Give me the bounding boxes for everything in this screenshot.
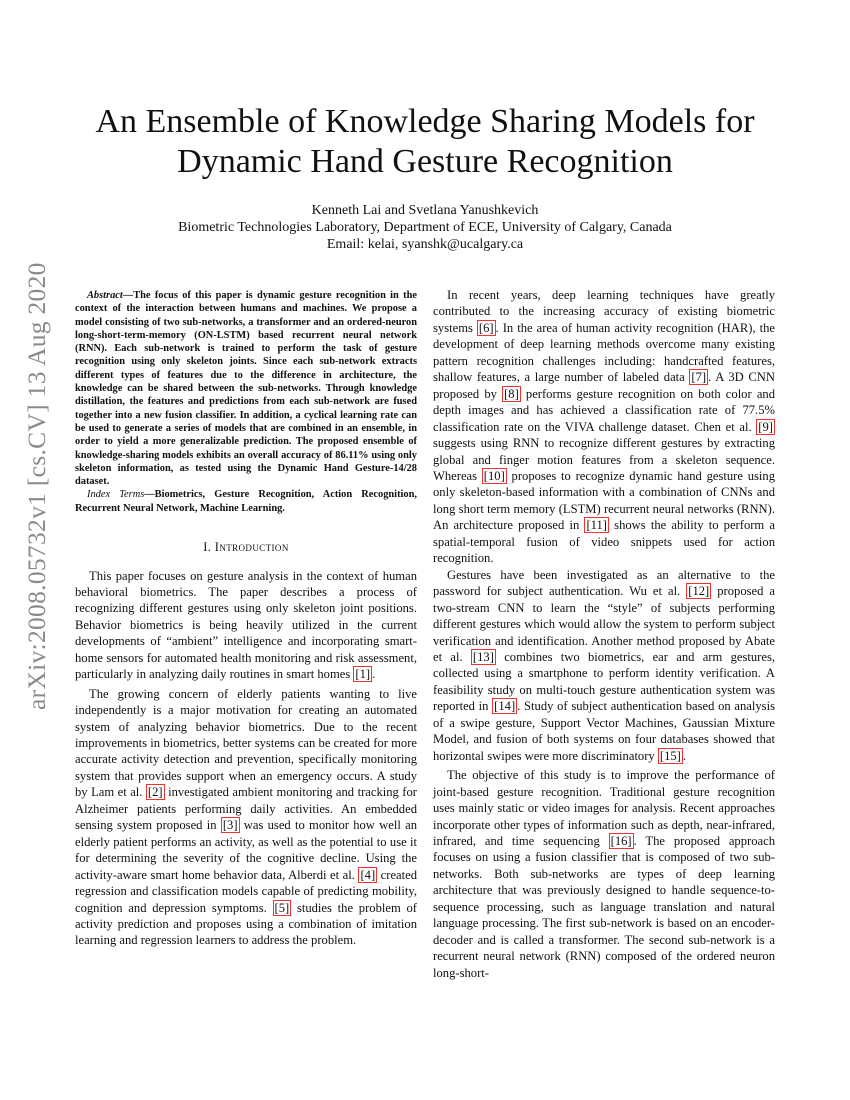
citation-link[interactable]: [10]	[483, 468, 505, 483]
index-terms-text: —Biometrics, Gesture Recognition, Action Recognition, Recurrent Neural Network, Machine Learning.	[75, 489, 417, 514]
citation-number: 8	[508, 386, 515, 401]
text-run: The objective of this study is to improve the performance of joint-based gesture recognition. Traditional gesture recognition uses mainly static or video images for analysis. Recent approaches incorporate other types of information such as depth, near-infrared, infrared, and time sequencing	[433, 768, 775, 848]
text-run: investigated ambient monitoring and tracking for Alzheimer patients performing daily activities. An embedded sensing system proposed in	[75, 785, 417, 833]
citation-number: 16	[614, 833, 628, 848]
email: Email: kelai, syanshk@ucalgary.ca	[326, 237, 524, 252]
citation-number: 1	[359, 667, 366, 682]
citation-number: 7	[695, 370, 702, 385]
left-column	[75, 289, 417, 949]
citation-number: 5	[278, 900, 285, 915]
text-run: This paper focuses on gesture analysis in the context of human behavioral biometrics. The paper describes a process of recognizing different gestures using only skeleton joint positions. Behavior biometrics is being heavily utilized in the current developments of “ambient” intelligence and incorporating smart-home sensors for automated health monitoring and risk assessment, particularly in analyzing daily routines in smart homes	[75, 568, 417, 682]
arxiv-stamp-text: arXiv:2008.05732v1 [cs.CV] 13 Aug 2020	[22, 262, 51, 710]
arxiv-stamp	[22, 262, 51, 710]
citation-number: 10	[488, 468, 501, 483]
title-line-2: Dynamic Hand Gesture Recognition	[177, 143, 673, 180]
citation-link[interactable]: [13]	[472, 649, 494, 664]
abstract-text: —The focus of this paper is dynamic gesture recognition in the context of the interaction between humans and machines. We propose a model consisting of two sub-networks, a transformer and an ordered-neuron long-short-term-memory (ON-LSTM) based recurrent neural network (RNN). Each sub-network is trained to perform the task of gesture recognition using only skeleton joints. Since each sub-network extracts different types of features due to the difference in architecture, the knowledge can be shared between the sub-networks. Through knowledge distillation, the features and predictions from each sub-network are fused together into a new fusion classifier. In addition, a cyclical learning rate can be used to generate a series of models that are combined in an ensemble, in order to yield a more generalizable prediction. The proposed ensemble of knowledge-sharing models exhibits an overall accuracy of 86.11% using only skeleton information, as tested using the Dynamic Hand Gesture-14/28 dataset.	[75, 290, 417, 488]
text-run: The growing concern of elderly patients wanting to live independently is a major motivation for creating an automated system of analyzing behavior biometrics. Due to the recent improvements in biometrics, better systems can be created for more accurate activity detection and prevention, specifically monitoring system that provides support when an emergency occurs. A study by Lam et al.	[75, 686, 417, 800]
citation-link[interactable]: [15]	[659, 748, 681, 763]
text-run: performs gesture recognition on both color and depth images and has achieved a classification rate of 77.5% classification rate on the VIVA challenge dataset. Chen et al.	[433, 386, 776, 434]
section-name: Introduction	[214, 540, 289, 555]
text-run: suggests using RNN to recognize different gestures by extracting global and finger motion features from a skeleton sequence. Whereas	[433, 436, 775, 483]
text-run: was used to monitor how well an elderly patient performs an activity, as well as the potential to use it for determining the severity of the cognitive decline. Using the activity-aware smart home behavior data, Alberdi et al.	[75, 818, 418, 882]
index-terms	[75, 488, 417, 515]
intro-paragraph-1	[75, 568, 417, 683]
text-run: .	[682, 748, 687, 763]
citation-link[interactable]: [4]	[360, 867, 376, 882]
text-run: . The proposed approach focuses on using a fusion classifier that is composed of two sub-networks. Both sub-networks are types of deep learning architecture that was previously designed to handle sequence-to-sequence processing, such as language translation and natural language processing. The first sub-network is based on an encoder-decoder and is called a transformer. The second sub-network is a recurrent neural network (RNN) composed of the ordered neuron long-short-	[433, 833, 775, 980]
citation-link[interactable]: [11]	[586, 518, 607, 533]
author-block	[60, 202, 790, 253]
citation-number: 6	[483, 320, 490, 335]
citation-link[interactable]: [5]	[274, 900, 290, 915]
citation-number: 14	[498, 699, 511, 714]
citation-link[interactable]: [3]	[222, 818, 238, 833]
affiliation: Biometric Technologies Laboratory, Department of ECE, University of Calgary, Canada	[178, 220, 672, 235]
citation-number: 11	[590, 518, 603, 533]
citation-link[interactable]: [7]	[691, 370, 707, 385]
citation-link[interactable]: [6]	[478, 320, 494, 335]
intro-paragraph-2	[75, 686, 417, 949]
intro-paragraph-4	[433, 567, 775, 764]
abstract-label: Abstract	[87, 290, 123, 301]
citation-number: 2	[152, 785, 159, 800]
index-terms-label: Index Terms	[87, 489, 145, 501]
text-run: created regression and classification models capable of predicting mobility, cognition and depression symptoms.	[75, 867, 418, 915]
intro-paragraph-3	[433, 287, 775, 567]
text-run: proposes to recognize dynamic hand gesture using only skeleton-based information with a combination of CNNs and long short term memory (LSTM) recurrent neural networks (RNN). An architecture proposed in	[433, 468, 775, 533]
citation-number: 12	[692, 584, 706, 599]
citation-link[interactable]: [2]	[147, 785, 163, 800]
intro-paragraph-5	[433, 767, 775, 981]
text-run: . A 3D CNN proposed by	[433, 370, 775, 401]
text-run: .	[372, 667, 376, 682]
citation-link[interactable]: [14]	[494, 699, 516, 714]
citation-number: 3	[227, 818, 234, 833]
citation-number: 15	[664, 748, 677, 763]
text-run: shows the ability to perform a spatial-temporal fusion of video snippets used for action recognition.	[433, 518, 775, 566]
text-run: In recent years, deep learning techniques have greatly contributed to the increasing accuracy of existing biometric systems	[433, 288, 775, 335]
text-run: . In the area of human activity recognition (HAR), the development of deep learning methods overcome many existing pattern recognition challenges including: handcrafted features, shallow features, a large number of labeled data	[433, 320, 775, 385]
citation-link[interactable]: [1]	[355, 667, 371, 682]
citation-number: 9	[762, 419, 769, 434]
citation-link[interactable]: [12]	[688, 584, 710, 599]
right-column	[433, 287, 775, 981]
section-heading	[75, 539, 417, 555]
text-run: studies the problem of activity prediction and proposes using a combination of imitation learning and regression learners to address the problem.	[75, 900, 417, 948]
abstract	[75, 289, 417, 488]
text-run: proposed a two-stream CNN to learn the “style” of subjects performing different gestures which would allow the system to perform subject verification and identification. Another method proposed by Abate et al.	[433, 584, 776, 664]
author-names: Kenneth Lai and Svetlana Yanushkevich	[311, 203, 539, 218]
text-run: combines two biometrics, ear and arm gestures, collected using a smartphone to perform identity verification. A feasibility study on multi-touch gesture authentication system was reported in	[433, 649, 775, 714]
citation-number: 4	[364, 867, 371, 882]
citation-link[interactable]: [9]	[758, 419, 773, 434]
citation-link[interactable]: [8]	[504, 386, 519, 401]
title-line-1: An Ensemble of Knowledge Sharing Models for	[95, 103, 755, 140]
citation-link[interactable]: [16]	[610, 833, 632, 848]
text-run: Gestures have been investigated as an alternative to the password for subject authentication. Wu et al.	[433, 567, 775, 599]
section-number: I.	[203, 540, 212, 555]
paper-title	[60, 102, 790, 182]
text-run: . Study of subject authentication based on analysis of a swipe gesture, Support Vector Machines, Gaussian Mixture Model, and fusion of both systems on four databases showed that horizontal swipes were more discriminatory	[433, 699, 775, 763]
citation-number: 13	[477, 649, 490, 664]
